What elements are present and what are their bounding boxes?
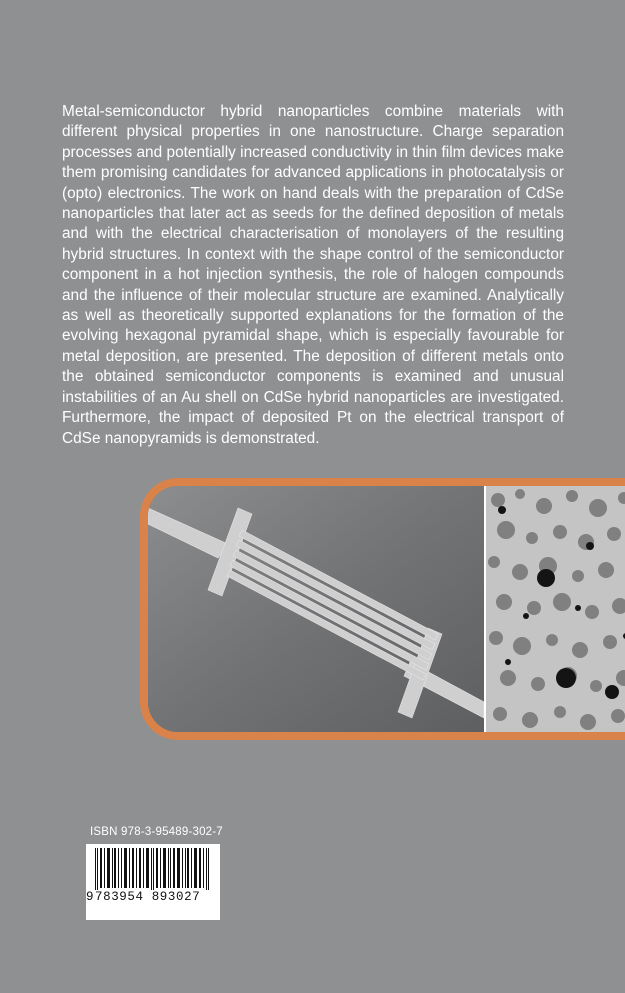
image-frame [148,486,625,732]
electrode-micrograph [148,486,484,732]
barcode-bars [86,848,220,894]
cover-blurb: Metal-semiconductor hybrid nanoparticles combine materials with different physical properties in one nanostructure. Charge separation processes and potentially increased conductivity in thin film devices make them promising candidates for advanced applications in photocatalysis or (opto) electronics. The work on hand deals with the preparation of CdSe nanoparticles that later act as seeds for the defined deposition of metals and with the electrical characterisation of monolayers of the resulting hybrid structures. In context with the shape control of the semiconductor component in a hot injection synthesis, the role of halogen compounds and the influence of their molecular structure are examined. Analytically as well as theoretically supported explanations for the formation of the evolving hexagonal pyramidal shape, which is especially favourable for metal deposition, are presented. The deposition of different metals onto the obtained semiconductor components is examined and unusual instabilities of an Au shell on CdSe hybrid nanoparticles are investigated. Furthermore, the impact of deposited Pt on the electrical transport of CdSe nanopyramids is demonstrated. [62,103,564,447]
barcode-digits: 783954 893027 [95,890,219,904]
barcode [86,844,220,920]
nanoparticle-micrograph [486,486,625,732]
barcode-first-digit: 9 [86,890,94,904]
image-strip [140,478,625,740]
isbn-label: ISBN 978-3-95489-302-7 [90,826,223,838]
